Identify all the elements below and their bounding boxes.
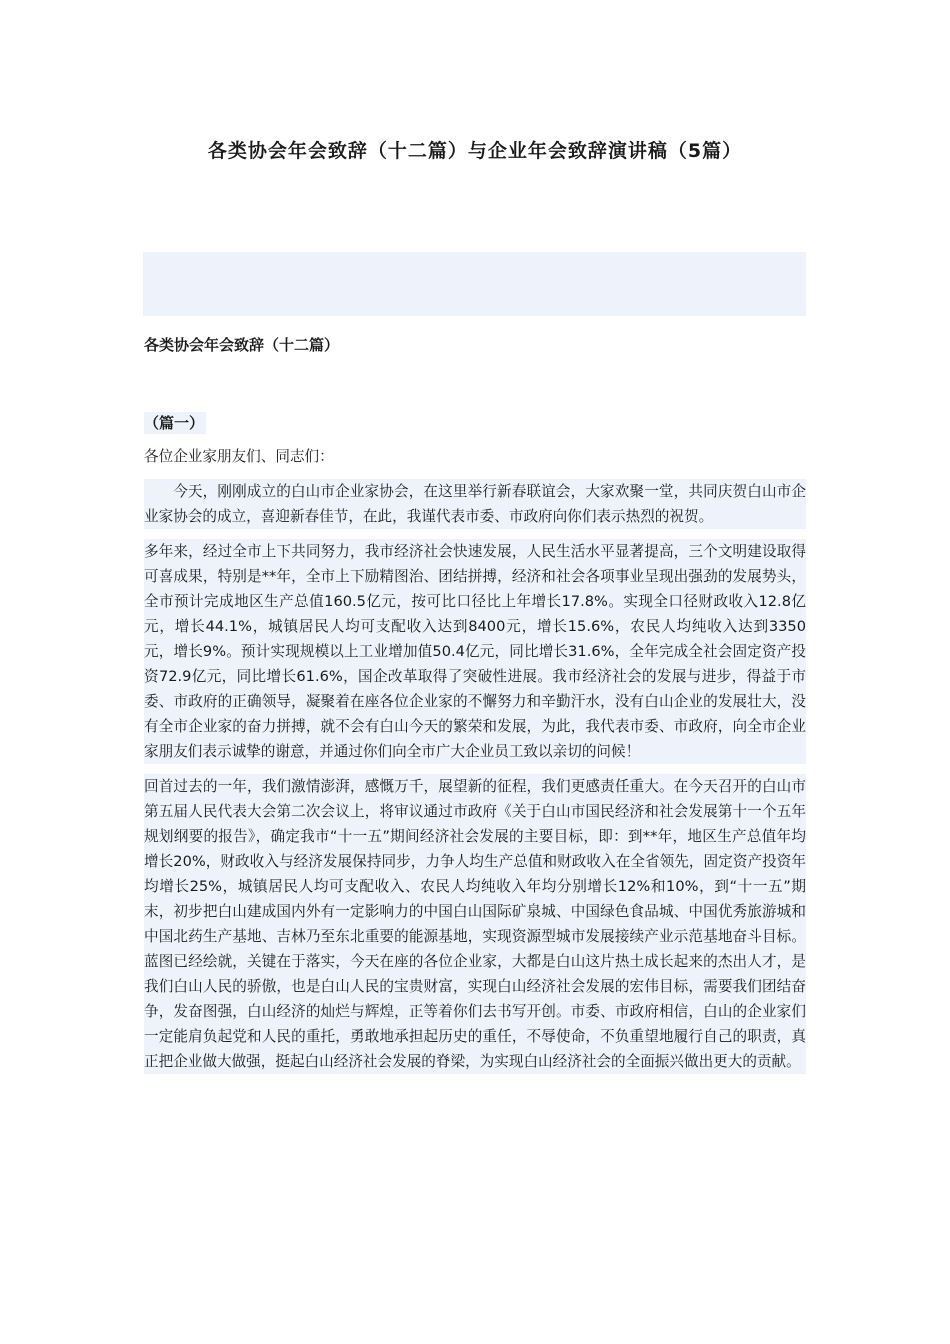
paragraph-2: 多年来，经过全市上下共同努力，我市经济社会快速发展，人民生活水平显著提高，三个文明建设取得可喜成果，特别是**年，全市上下励精图治、团结拼搏，经济和社会各项事业呈现出强劲的发展势头，全市预计完成地区生产总值160.5亿元，按可比口径比上年增长17.8%。实现全口径财政收入12.8亿元，增长44.1%，城镇居民人均可支配收入达到8400元，增长15.6%，农民人均纯收入达到3350元，增长9%。预计实现规模以上工业增加值50.4亿元，同比增长31.6%，全年完成全社会固定资产投资72.9亿元，同比增长61.6%，国企改革取得了突破性进展。我市经济社会的发展与进步，得益于市委、市政府的正确领导，凝聚着在座各位企业家的不懈努力和辛勤汗水，没有白山企业的发展壮大，没有全市企业家的奋力拼搏，就不会有白山今天的繁荣和发展，为此，我代表市委、市政府，向全市企业家朋友们表示诚挚的谢意，并通过你们向全市广大企业员工致以亲切的问候！: [144, 539, 806, 764]
document-title: 各类协会年会致辞（十二篇）与企业年会致辞演讲稿（5篇）: [207, 140, 743, 162]
shaded-block: [143, 252, 806, 316]
section-heading: 各类协会年会致辞（十二篇）: [144, 336, 340, 354]
paragraph-1: 今天，刚刚成立的白山市企业家协会，在这里举行新春联谊会，大家欢聚一堂，共同庆贺白山市企业家协会的成立，喜迎新春佳节，在此，我谨代表市委、市政府向你们表示热烈的祝贺。: [144, 479, 806, 529]
paragraph-3: 回首过去的一年，我们激情澎湃，感慨万千，展望新的征程，我们更感责任重大。在今天召开的白山市第五届人民代表大会第二次会议上，将审议通过市政府《关于白山市国民经济和社会发展第十一个五年规划纲要的报告》，确定我市“十一五”期间经济社会发展的主要目标，即：到**年，地区生产总值年均增长20%，财政收入与经济发展保持同步，力争人均生产总值和财政收入在全省领先，固定资产投资年均增长25%，城镇居民人均可支配收入、农民人均纯收入年均分别增长12%和10%，到“十一五”期末，初步把白山建成国内外有一定影响力的中国白山国际矿泉城、中国绿色食品城、中国优秀旅游城和中国北药生产基地、吉林乃至东北重要的能源基地，实现资源型城市发展接续产业示范基地奋斗目标。蓝图已经绘就，关键在于落实，今天在座的各位企业家，大都是白山这片热土成长起来的杰出人才，是我们白山人民的骄傲，也是白山人民的宝贵财富，实现白山经济社会发展的宏伟目标，需要我们团结奋争，发奋图强，白山经济的灿烂与辉煌，正等着你们去书写开创。市委、市政府相信，白山的企业家们一定能肩负起党和人民的重托，勇敢地承担起历史的重任，不辱使命，不负重望地履行自己的职责，真正把企业做大做强，挺起白山经济社会发展的脊梁，为实现白山经济社会的全面振兴做出更大的贡献。: [144, 774, 806, 1074]
salutation: 各位企业家朋友们、同志们：: [144, 448, 334, 465]
article: [144, 412, 806, 1084]
article-heading: （篇一）: [144, 414, 205, 432]
